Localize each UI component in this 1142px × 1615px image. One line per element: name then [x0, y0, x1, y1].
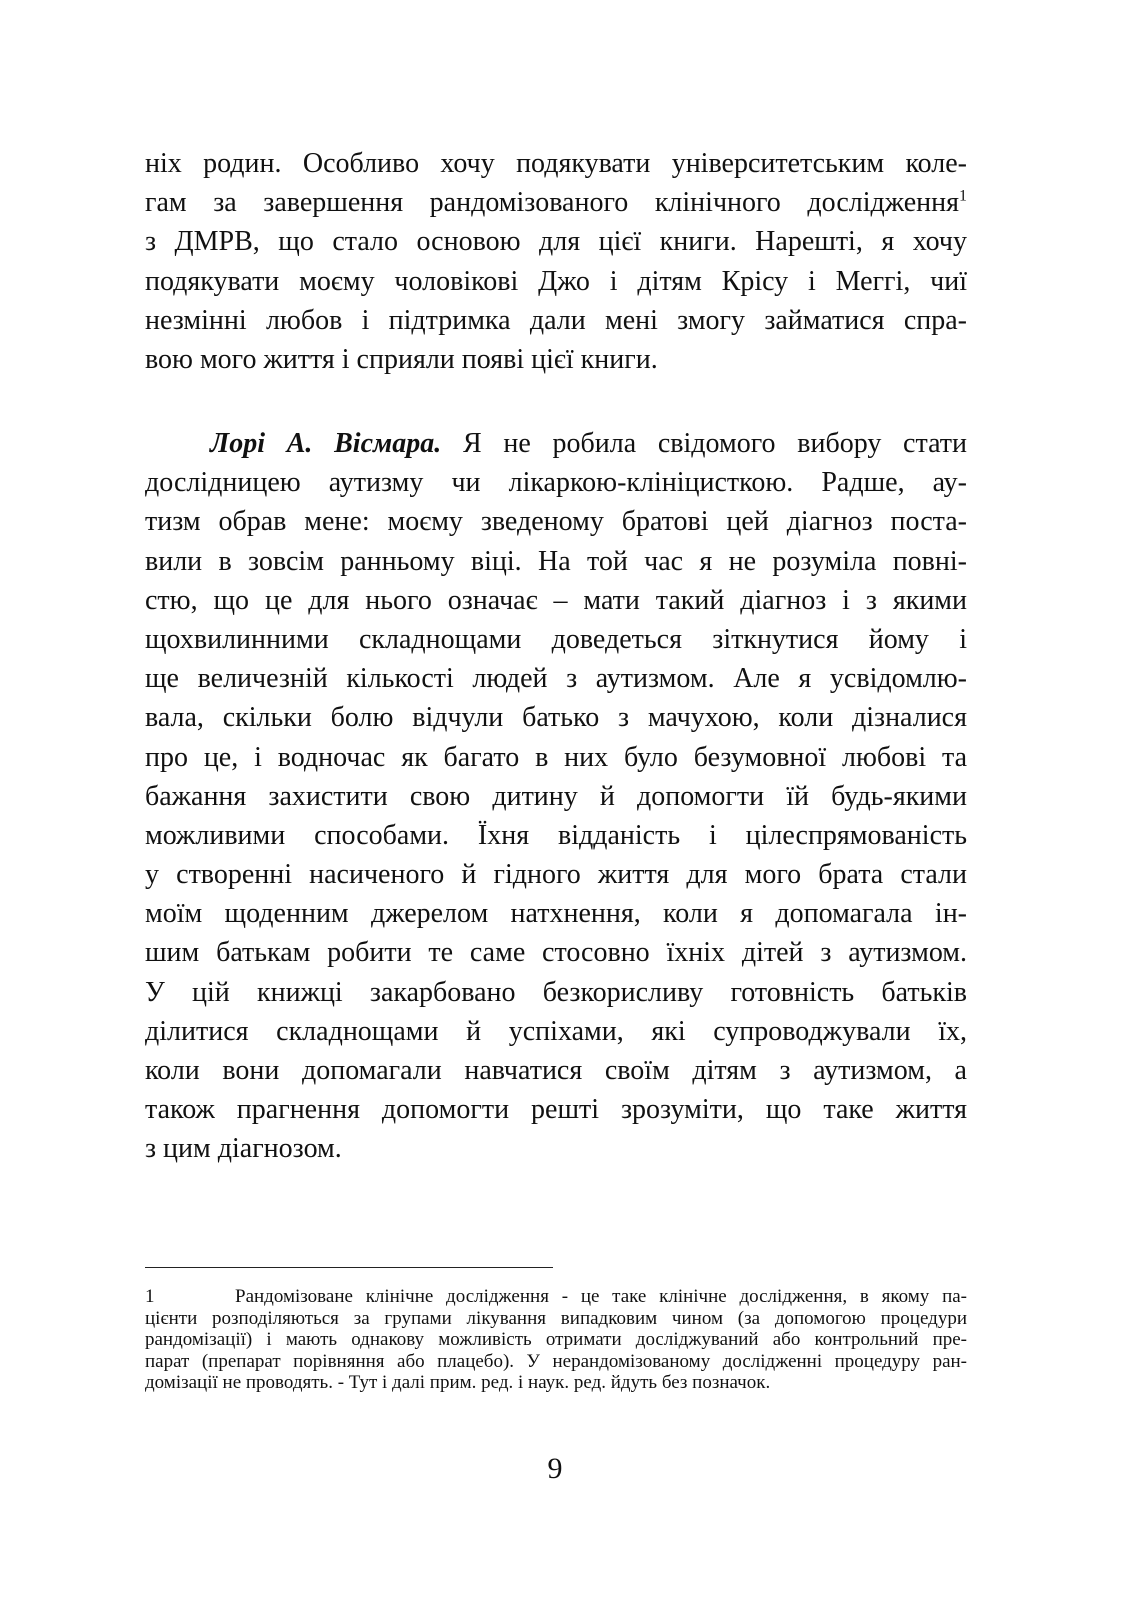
text-line: незмінні любов і підтримка дали мені змогу займатися спра- [145, 304, 967, 336]
text-line-content: Я не робила свідомого вибору стати [441, 428, 967, 459]
text-line: можливими способами. Їхня відданість і цілеспрямованість [145, 819, 967, 851]
text-line: у створенні насиченого й гідного життя для мого брата стали [145, 859, 967, 891]
page-number: 9 [547, 1452, 563, 1485]
text-line-content: гам за завершення рандомізованого клінічного дослідження [145, 187, 959, 219]
footnote-line [145, 1286, 967, 1308]
footnote-line: цієнти розподіляються за групами лікування випадковим чином (за допомогою процедури [145, 1307, 967, 1329]
footnote-number: 1 [145, 1286, 155, 1307]
author-name: Лорі А. Вісмара. [210, 428, 442, 459]
footnote [145, 1286, 967, 1394]
footnote-reference[interactable]: 1 [959, 187, 967, 205]
text-line: дослідницею аутизму чи лікаркою-клініцисткою. Радше, ау- [145, 467, 967, 499]
footnote-line: парат (препарат порівняння або плацебо). У нерандомізованому дослідженні процедуру ран- [145, 1350, 967, 1372]
text-line [145, 424, 967, 463]
text-line: з цим діагнозом. [145, 1133, 342, 1165]
text-line: ділитися складнощами й успіхами, які супроводжували їх, [145, 1015, 967, 1047]
acknowledgement-paragraph-2 [145, 424, 967, 1169]
text-line: з ДМРВ, що стало основою для цієї книги. Нарешті, я хочу [145, 226, 967, 258]
text-line: про це, і водночас як багато в них було безумовної любові та [145, 741, 967, 773]
text-line: ще величезній кількості людей з аутизмом. Але я усвідомлю- [145, 663, 967, 695]
footnote-line: домізації не проводять. - Тут і далі прим. ред. і наук. ред. йдуть без позначок. [145, 1372, 771, 1394]
footnote-divider [145, 1267, 553, 1268]
text-line: коли вони допомагали навчатися своїм дітям з аутизмом, а [145, 1055, 967, 1086]
text-line: У цій книжці закарбовано безкорисливу готовність батьків [145, 976, 967, 1008]
text-line: шим батькам робити те саме стосовно їхніх дітей з аутизмом. [145, 937, 967, 969]
text-line: тизм обрав мене: моєму зведеному братові цей діагноз поста- [145, 506, 967, 538]
footnote-line: рандомізації) і мають однакову можливість отримати досліджуваний або контрольний пре- [145, 1329, 967, 1351]
text-line: бажання захистити свою дитину й допомогти їй будь-якими [145, 780, 967, 812]
text-line: також прагнення допомогти решті зрозуміти, що таке життя [145, 1094, 967, 1126]
text-line: щохвилинними складнощами доведеться зіткнутися йому і [145, 623, 967, 655]
acknowledgement-paragraph-1 [145, 144, 967, 379]
text-line: вили в зовсім ранньому віці. На той час я не розуміла повні- [145, 545, 967, 577]
text-line [145, 183, 967, 222]
footnote-text: Рандомізоване клінічне дослідження - це таке клінічне дослідження, в якому па- [235, 1286, 967, 1307]
text-line: моїм щоденним джерелом натхнення, коли я допомагала ін- [145, 898, 967, 930]
text-line: ніх родин. Особливо хочу подякувати університетським коле- [145, 148, 967, 179]
text-line: вою мого життя і сприяли появі цієї книги. [145, 343, 658, 375]
text-line: вала, скільки болю відчули батько з мачухою, коли дізналися [145, 702, 967, 734]
text-line: стю, що це для нього означає – мати такий діагноз і з якими [145, 584, 967, 616]
text-line: подякувати моєму чоловікові Джо і дітям Крісу і Меггі, чиї [145, 265, 967, 297]
